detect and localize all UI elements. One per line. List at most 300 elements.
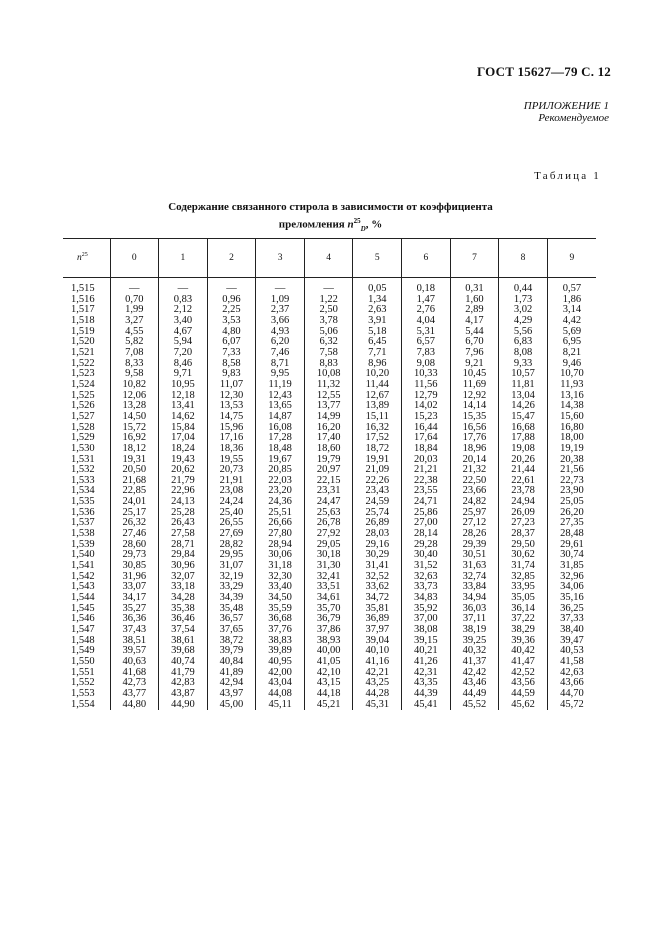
- value-cell: 11,69: [450, 380, 499, 391]
- value-cell: 3,91: [353, 316, 402, 327]
- value-cell: 43,25: [353, 678, 402, 689]
- value-cell: 13,41: [159, 401, 208, 412]
- value-cell: 26,78: [304, 518, 353, 529]
- value-cell: 27,23: [499, 518, 548, 529]
- value-cell: —: [207, 278, 256, 295]
- value-cell: 39,36: [499, 636, 548, 647]
- value-cell: 27,92: [304, 529, 353, 540]
- appendix-subtitle: Рекомендуемое: [538, 112, 609, 124]
- table-caption: [0, 200, 661, 236]
- value-cell: 25,17: [110, 508, 159, 519]
- value-cell: 34,83: [402, 593, 451, 604]
- value-cell: 27,00: [402, 518, 451, 529]
- value-cell: 42,63: [547, 668, 596, 679]
- page-header: ГОСТ 15627—79 С. 12: [477, 64, 611, 79]
- row-index-cell: 1,539: [71, 538, 95, 550]
- value-cell: 31,41: [353, 561, 402, 572]
- value-cell: 2,12: [159, 305, 208, 316]
- value-cell: 16,32: [353, 423, 402, 434]
- value-cell: 39,57: [110, 646, 159, 657]
- column-header: 3: [256, 239, 305, 278]
- value-cell: 15,11: [353, 412, 402, 423]
- value-cell: 16,56: [450, 423, 499, 434]
- value-cell: 31,74: [499, 561, 548, 572]
- value-cell: 40,10: [353, 646, 402, 657]
- value-cell: 35,38: [159, 604, 208, 615]
- value-cell: 40,00: [304, 646, 353, 657]
- value-cell: 3,78: [304, 316, 353, 327]
- value-cell: 10,95: [159, 380, 208, 391]
- value-cell: 26,09: [499, 508, 548, 519]
- value-cell: 14,75: [207, 412, 256, 423]
- value-cell: 17,04: [159, 433, 208, 444]
- value-cell: 13,65: [256, 401, 305, 412]
- value-cell: 6,95: [547, 337, 596, 348]
- value-cell: 24,01: [110, 497, 159, 508]
- value-cell: 40,42: [499, 646, 548, 657]
- value-cell: 6,83: [499, 337, 548, 348]
- value-cell: 3,53: [207, 316, 256, 327]
- value-cell: 5,06: [304, 327, 353, 338]
- value-cell: 33,62: [353, 582, 402, 593]
- value-cell: 42,73: [110, 678, 159, 689]
- value-cell: 19,31: [110, 455, 159, 466]
- value-cell: 44,59: [499, 689, 548, 700]
- value-cell: 25,40: [207, 508, 256, 519]
- value-cell: 2,76: [402, 305, 451, 316]
- row-index-cell: 1,520: [71, 336, 95, 348]
- value-cell: 24,82: [450, 497, 499, 508]
- row-index-cell: 1,527: [71, 410, 95, 422]
- value-cell: 4,29: [499, 316, 548, 327]
- value-cell: 19,43: [159, 455, 208, 466]
- value-cell: 1,47: [402, 295, 451, 306]
- caption-line-2: [0, 214, 661, 236]
- value-cell: 38,40: [547, 625, 596, 636]
- value-cell: 13,53: [207, 401, 256, 412]
- value-cell: 0,31: [450, 278, 499, 295]
- appendix-block: [524, 100, 609, 124]
- value-cell: 9,83: [207, 369, 256, 380]
- value-cell: 7,08: [110, 348, 159, 359]
- value-cell: 29,28: [402, 540, 451, 551]
- value-cell: 23,20: [256, 486, 305, 497]
- value-cell: 34,94: [450, 593, 499, 604]
- value-cell: 1,34: [353, 295, 402, 306]
- value-cell: 40,63: [110, 657, 159, 668]
- row-index-cell: 1,519: [71, 325, 95, 337]
- value-cell: 24,71: [402, 497, 451, 508]
- value-cell: 6,20: [256, 337, 305, 348]
- column-header: 5: [353, 239, 402, 278]
- value-cell: 4,93: [256, 327, 305, 338]
- value-cell: 37,97: [353, 625, 402, 636]
- value-cell: 21,56: [547, 465, 596, 476]
- value-cell: 42,94: [207, 678, 256, 689]
- value-cell: 4,04: [402, 316, 451, 327]
- value-cell: 27,35: [547, 518, 596, 529]
- value-cell: 43,46: [450, 678, 499, 689]
- value-cell: 14,50: [110, 412, 159, 423]
- value-cell: 32,74: [450, 572, 499, 583]
- table-row: [63, 700, 596, 711]
- value-cell: 21,68: [110, 476, 159, 487]
- value-cell: 24,94: [499, 497, 548, 508]
- value-cell: 19,91: [353, 455, 402, 466]
- value-cell: 40,32: [450, 646, 499, 657]
- value-cell: 13,16: [547, 391, 596, 402]
- caption-subscript: D: [360, 224, 366, 233]
- value-cell: 33,18: [159, 582, 208, 593]
- value-cell: 35,81: [353, 604, 402, 615]
- caption-suffix: , %: [365, 218, 383, 231]
- value-cell: 40,84: [207, 657, 256, 668]
- value-cell: 11,44: [353, 380, 402, 391]
- value-cell: 37,65: [207, 625, 256, 636]
- value-cell: 20,50: [110, 465, 159, 476]
- table-row: [63, 278, 596, 295]
- row-index-cell: 1,522: [71, 357, 95, 369]
- corner-header: [63, 239, 110, 278]
- value-cell: 13,04: [499, 391, 548, 402]
- value-cell: 29,73: [110, 550, 159, 561]
- value-cell: 36,36: [110, 614, 159, 625]
- value-cell: 8,33: [110, 359, 159, 370]
- value-cell: 39,15: [402, 636, 451, 647]
- value-cell: 6,57: [402, 337, 451, 348]
- column-header: 7: [450, 239, 499, 278]
- value-cell: 2,25: [207, 305, 256, 316]
- value-cell: 11,19: [256, 380, 305, 391]
- value-cell: 6,45: [353, 337, 402, 348]
- value-cell: 11,81: [499, 380, 548, 391]
- value-cell: 33,40: [256, 582, 305, 593]
- value-cell: 40,95: [256, 657, 305, 668]
- row-index-cell: 1,536: [71, 506, 95, 518]
- value-cell: 9,71: [159, 369, 208, 380]
- value-cell: 12,18: [159, 391, 208, 402]
- value-cell: 0,70: [110, 295, 159, 306]
- value-cell: 32,96: [547, 572, 596, 583]
- value-cell: 12,92: [450, 391, 499, 402]
- value-cell: 1,09: [256, 295, 305, 306]
- value-cell: 44,80: [110, 700, 159, 711]
- value-cell: 18,12: [110, 444, 159, 455]
- value-cell: 43,56: [499, 678, 548, 689]
- value-cell: 21,44: [499, 465, 548, 476]
- row-index-cell: 1,548: [71, 634, 95, 646]
- row-index-cell: 1,547: [71, 624, 95, 635]
- value-cell: 8,71: [256, 359, 305, 370]
- value-cell: 41,37: [450, 657, 499, 668]
- value-cell: 22,96: [159, 486, 208, 497]
- value-cell: 1,22: [304, 295, 353, 306]
- value-cell: 1,73: [499, 295, 548, 306]
- value-cell: 12,67: [353, 391, 402, 402]
- value-cell: 18,84: [402, 444, 451, 455]
- row-index-cell: 1,524: [71, 378, 95, 390]
- value-cell: 29,95: [207, 550, 256, 561]
- value-cell: 8,21: [547, 348, 596, 359]
- caption-line-1: Содержание связанного стирола в зависимости от коэффициента: [168, 201, 493, 213]
- value-cell: 17,64: [402, 433, 451, 444]
- value-cell: 10,45: [450, 369, 499, 380]
- value-cell: 37,54: [159, 625, 208, 636]
- value-cell: 31,18: [256, 561, 305, 572]
- value-cell: 37,86: [304, 625, 353, 636]
- row-index-cell: 1,517: [71, 304, 95, 316]
- value-cell: 19,67: [256, 455, 305, 466]
- value-cell: 29,50: [499, 540, 548, 551]
- value-cell: 39,89: [256, 646, 305, 657]
- value-cell: 29,84: [159, 550, 208, 561]
- value-cell: 38,19: [450, 625, 499, 636]
- value-cell: 41,05: [304, 657, 353, 668]
- value-cell: 30,18: [304, 550, 353, 561]
- value-cell: —: [110, 278, 159, 295]
- value-cell: 41,89: [207, 668, 256, 679]
- value-cell: 7,58: [304, 348, 353, 359]
- value-cell: 19,19: [547, 444, 596, 455]
- value-cell: 18,00: [547, 433, 596, 444]
- value-cell: 7,20: [159, 348, 208, 359]
- row-index-cell: 1,525: [71, 389, 95, 401]
- value-cell: 21,32: [450, 465, 499, 476]
- value-cell: 34,72: [353, 593, 402, 604]
- value-cell: 42,21: [353, 668, 402, 679]
- value-cell: 0,05: [353, 278, 402, 295]
- value-cell: 26,32: [110, 518, 159, 529]
- row-index-cell: 1,543: [71, 581, 95, 593]
- value-cell: 4,67: [159, 327, 208, 338]
- data-table-container: [63, 238, 596, 710]
- value-cell: 25,86: [402, 508, 451, 519]
- value-cell: 45,00: [207, 700, 256, 711]
- row-index-cell: 1,529: [71, 432, 95, 444]
- value-cell: 32,07: [159, 572, 208, 583]
- value-cell: 14,87: [256, 412, 305, 423]
- value-cell: 19,55: [207, 455, 256, 466]
- value-cell: 45,41: [402, 700, 451, 711]
- value-cell: 28,26: [450, 529, 499, 540]
- value-cell: 18,48: [256, 444, 305, 455]
- value-cell: 22,73: [547, 476, 596, 487]
- refractive-index-symbol: n: [347, 218, 354, 231]
- row-index-cell: 1,515: [71, 283, 95, 294]
- value-cell: 40,74: [159, 657, 208, 668]
- row-index-cell: 1,537: [71, 517, 95, 529]
- table-row: [63, 444, 596, 455]
- value-cell: 37,76: [256, 625, 305, 636]
- row-index-cell: 1,535: [71, 496, 95, 508]
- value-cell: 26,55: [207, 518, 256, 529]
- value-cell: 27,69: [207, 529, 256, 540]
- row-index-cell: 1,554: [71, 698, 95, 710]
- value-cell: 16,80: [547, 423, 596, 434]
- value-cell: 17,76: [450, 433, 499, 444]
- value-cell: 20,85: [256, 465, 305, 476]
- value-cell: 8,83: [304, 359, 353, 370]
- value-cell: 8,58: [207, 359, 256, 370]
- value-cell: 24,24: [207, 497, 256, 508]
- value-cell: 3,14: [547, 305, 596, 316]
- value-cell: 22,61: [499, 476, 548, 487]
- column-header: 0: [110, 239, 159, 278]
- value-cell: 7,96: [450, 348, 499, 359]
- table-row: [63, 380, 596, 391]
- value-cell: 18,72: [353, 444, 402, 455]
- value-cell: 42,52: [499, 668, 548, 679]
- value-cell: 17,16: [207, 433, 256, 444]
- value-cell: 25,05: [547, 497, 596, 508]
- value-cell: 26,66: [256, 518, 305, 529]
- value-cell: 26,43: [159, 518, 208, 529]
- value-cell: 28,60: [110, 540, 159, 551]
- value-cell: 14,02: [402, 401, 451, 412]
- value-cell: 14,99: [304, 412, 353, 423]
- value-cell: 15,47: [499, 412, 548, 423]
- value-cell: 14,38: [547, 401, 596, 412]
- caption-superscript: 25: [353, 217, 361, 225]
- value-cell: 28,94: [256, 540, 305, 551]
- value-cell: 6,32: [304, 337, 353, 348]
- value-cell: 9,33: [499, 359, 548, 370]
- value-cell: 22,26: [353, 476, 402, 487]
- value-cell: 39,47: [547, 636, 596, 647]
- value-cell: 30,62: [499, 550, 548, 561]
- value-cell: 36,89: [353, 614, 402, 625]
- row-index-cell: 1,523: [71, 368, 95, 380]
- column-header: 1: [159, 239, 208, 278]
- value-cell: 5,69: [547, 327, 596, 338]
- value-cell: 36,03: [450, 604, 499, 615]
- value-cell: 17,28: [256, 433, 305, 444]
- value-cell: 9,21: [450, 359, 499, 370]
- value-cell: 9,58: [110, 369, 159, 380]
- value-cell: 34,17: [110, 593, 159, 604]
- value-cell: 13,28: [110, 401, 159, 412]
- caption-prefix: преломления: [278, 218, 345, 231]
- value-cell: 32,63: [402, 572, 451, 583]
- value-cell: 44,08: [256, 689, 305, 700]
- value-cell: 41,79: [159, 668, 208, 679]
- row-index-cell: 1,538: [71, 528, 95, 540]
- value-cell: 29,39: [450, 540, 499, 551]
- value-cell: 19,08: [499, 444, 548, 455]
- value-cell: 9,08: [402, 359, 451, 370]
- value-cell: 15,72: [110, 423, 159, 434]
- value-cell: 37,00: [402, 614, 451, 625]
- value-cell: 20,26: [499, 455, 548, 466]
- value-cell: 17,40: [304, 433, 353, 444]
- value-cell: 18,60: [304, 444, 353, 455]
- value-cell: 30,06: [256, 550, 305, 561]
- value-cell: 39,25: [450, 636, 499, 647]
- value-cell: 15,35: [450, 412, 499, 423]
- row-index-cell: 1,545: [71, 602, 95, 614]
- value-cell: 43,15: [304, 678, 353, 689]
- value-cell: 8,46: [159, 359, 208, 370]
- value-cell: 41,47: [499, 657, 548, 668]
- value-cell: 7,71: [353, 348, 402, 359]
- value-cell: 10,82: [110, 380, 159, 391]
- value-cell: 30,40: [402, 550, 451, 561]
- value-cell: 43,97: [207, 689, 256, 700]
- value-cell: 20,03: [402, 455, 451, 466]
- value-cell: 5,82: [110, 337, 159, 348]
- value-cell: 40,53: [547, 646, 596, 657]
- value-cell: 44,39: [402, 689, 451, 700]
- value-cell: 8,08: [499, 348, 548, 359]
- value-cell: 38,51: [110, 636, 159, 647]
- value-cell: 14,14: [450, 401, 499, 412]
- value-cell: 2,89: [450, 305, 499, 316]
- value-cell: 43,77: [110, 689, 159, 700]
- value-cell: 35,48: [207, 604, 256, 615]
- value-cell: 45,21: [304, 700, 353, 711]
- row-index-cell: 1,541: [71, 560, 95, 572]
- value-cell: 1,60: [450, 295, 499, 306]
- value-cell: 9,46: [547, 359, 596, 370]
- value-cell: 18,96: [450, 444, 499, 455]
- value-cell: 7,83: [402, 348, 451, 359]
- value-cell: 25,28: [159, 508, 208, 519]
- value-cell: 15,96: [207, 423, 256, 434]
- value-cell: 36,14: [499, 604, 548, 615]
- value-cell: 45,31: [353, 700, 402, 711]
- row-index-cell: 1,552: [71, 677, 95, 689]
- value-cell: —: [304, 278, 353, 295]
- value-cell: 38,93: [304, 636, 353, 647]
- value-cell: 37,22: [499, 614, 548, 625]
- value-cell: 4,42: [547, 316, 596, 327]
- value-cell: 19,79: [304, 455, 353, 466]
- value-cell: 41,26: [402, 657, 451, 668]
- value-cell: 27,58: [159, 529, 208, 540]
- value-cell: 31,30: [304, 561, 353, 572]
- value-cell: 24,36: [256, 497, 305, 508]
- value-cell: 45,52: [450, 700, 499, 711]
- value-cell: 21,21: [402, 465, 451, 476]
- value-cell: 12,30: [207, 391, 256, 402]
- value-cell: 15,60: [547, 412, 596, 423]
- value-cell: 43,04: [256, 678, 305, 689]
- row-index-cell: 1,549: [71, 645, 95, 657]
- value-cell: 38,72: [207, 636, 256, 647]
- row-index-cell: 1,518: [71, 314, 95, 326]
- column-header: 9: [547, 239, 596, 278]
- value-cell: 24,59: [353, 497, 402, 508]
- value-cell: 20,62: [159, 465, 208, 476]
- table-row: [63, 348, 596, 359]
- value-cell: 20,38: [547, 455, 596, 466]
- row-index-cell: 1,534: [71, 485, 95, 497]
- value-cell: 23,90: [547, 486, 596, 497]
- value-cell: 30,74: [547, 550, 596, 561]
- value-cell: 35,70: [304, 604, 353, 615]
- value-cell: 5,56: [499, 327, 548, 338]
- value-cell: 18,36: [207, 444, 256, 455]
- table-label: Таблица 1: [534, 170, 601, 182]
- value-cell: 25,63: [304, 508, 353, 519]
- value-cell: 32,85: [499, 572, 548, 583]
- value-cell: 12,43: [256, 391, 305, 402]
- value-cell: 42,83: [159, 678, 208, 689]
- value-cell: 6,70: [450, 337, 499, 348]
- value-cell: 0,18: [402, 278, 451, 295]
- value-cell: 23,08: [207, 486, 256, 497]
- value-cell: 0,83: [159, 295, 208, 306]
